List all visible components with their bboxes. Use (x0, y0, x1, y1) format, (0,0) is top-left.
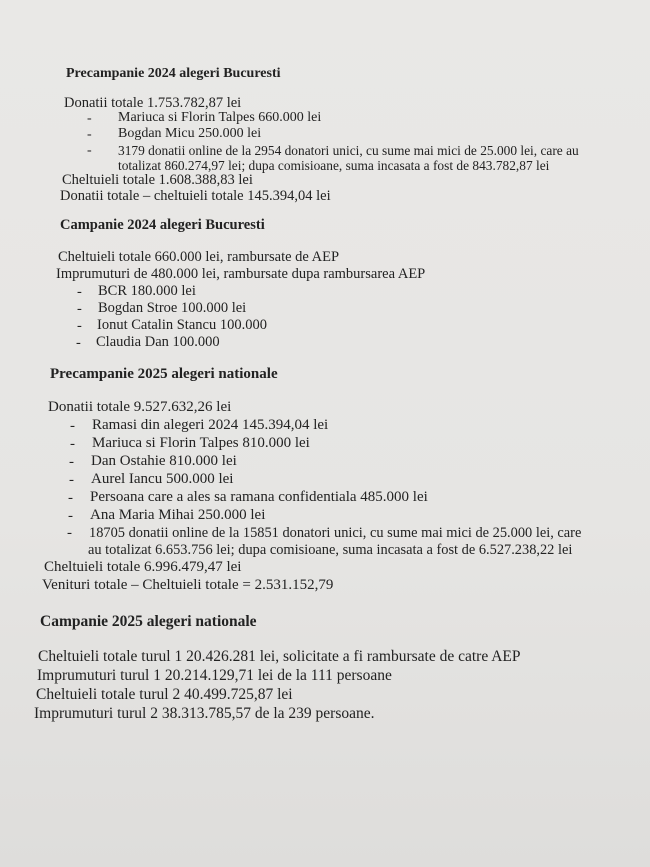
list-dash: - (87, 111, 92, 126)
list-dash: - (68, 508, 73, 524)
list-item: Dan Ostahie 810.000 lei (91, 453, 237, 469)
list-item-continuation: totalizat 860.274,97 lei; dupa comisioane, suma incasata a fost de 843.782,87 lei (118, 158, 550, 173)
list-item: Persoana care a ales sa ramana confidentiala 485.000 lei (90, 489, 428, 505)
expenses-campanie-2024: Cheltuieli totale 660.000 lei, rambursate de AEP (58, 249, 340, 265)
list-dash: - (69, 454, 74, 470)
list-item: Bogdan Micu 250.000 lei (118, 126, 262, 141)
section-heading-campanie-2025: Campanie 2025 alegeri nationale (40, 613, 257, 630)
list-item: Aurel Iancu 500.000 lei (91, 471, 234, 487)
donations-total-2025: Donatii totale 9.527.632,26 lei (48, 399, 232, 415)
expenses-total-2024: Cheltuieli totale 1.608.388,83 lei (62, 172, 253, 188)
list-item: Mariuca si Florin Talpes 810.000 lei (92, 435, 310, 451)
campaign-2025-line: Cheltuieli totale turul 1 20.426.281 lei, solicitate a fi rambursate de catre AEP (38, 648, 521, 665)
list-item-continuation: au totalizat 6.653.756 lei; dupa comisioane, suma incasata a fost de 6.527.238,22 lei (88, 542, 573, 558)
list-dash: - (70, 418, 75, 434)
list-dash: - (69, 472, 74, 488)
list-dash: - (77, 284, 82, 300)
campaign-2025-line: Imprumuturi turul 2 38.313.785,57 de la 239 persoane. (34, 705, 375, 722)
list-item: 3179 donatii online de la 2954 donatori unici, cu sume mai mici de 25.000 lei, care au (118, 143, 579, 158)
list-dash: - (77, 301, 82, 317)
list-item: Ana Maria Mihai 250.000 lei (90, 507, 266, 523)
list-item: BCR 180.000 lei (98, 283, 196, 299)
difference-2024: Donatii totale – cheltuieli totale 145.394,04 lei (60, 188, 331, 204)
expenses-total-2025: Cheltuieli totale 6.996.479,47 lei (44, 559, 242, 575)
list-item: Mariuca si Florin Talpes 660.000 lei (118, 110, 322, 125)
list-dash: - (67, 525, 72, 541)
section-heading-campanie-2024: Campanie 2024 alegeri Bucuresti (60, 217, 265, 233)
difference-2025: Venituri totale – Cheltuieli totale = 2.531.152,79 (42, 577, 334, 593)
list-dash: - (68, 490, 73, 506)
section-heading-precampanie-2024: Precampanie 2024 alegeri Bucuresti (66, 66, 281, 81)
list-dash: - (76, 335, 81, 351)
donations-total-2024: Donatii totale 1.753.782,87 lei (64, 95, 242, 111)
list-dash: - (87, 127, 92, 142)
list-item: Ionut Catalin Stancu 100.000 (97, 317, 267, 333)
list-dash: - (77, 318, 82, 334)
section-heading-precampanie-2025: Precampanie 2025 alegeri nationale (50, 366, 278, 382)
list-dash: - (87, 143, 92, 158)
list-item: 18705 donatii online de la 15851 donatori unici, cu sume mai mici de 25.000 lei, care (89, 525, 582, 541)
list-dash: - (70, 436, 75, 452)
list-item: Bogdan Stroe 100.000 lei (98, 300, 247, 316)
list-item: Ramasi din alegeri 2024 145.394,04 lei (92, 417, 329, 433)
campaign-2025-line: Cheltuieli totale turul 2 40.499.725,87 lei (36, 686, 293, 703)
campaign-2025-line: Imprumuturi turul 1 20.214.129,71 lei de la 111 persoane (37, 667, 392, 684)
loans-campanie-2024: Imprumuturi de 480.000 lei, rambursate dupa rambursarea AEP (56, 266, 426, 282)
list-item: Claudia Dan 100.000 (96, 334, 220, 350)
